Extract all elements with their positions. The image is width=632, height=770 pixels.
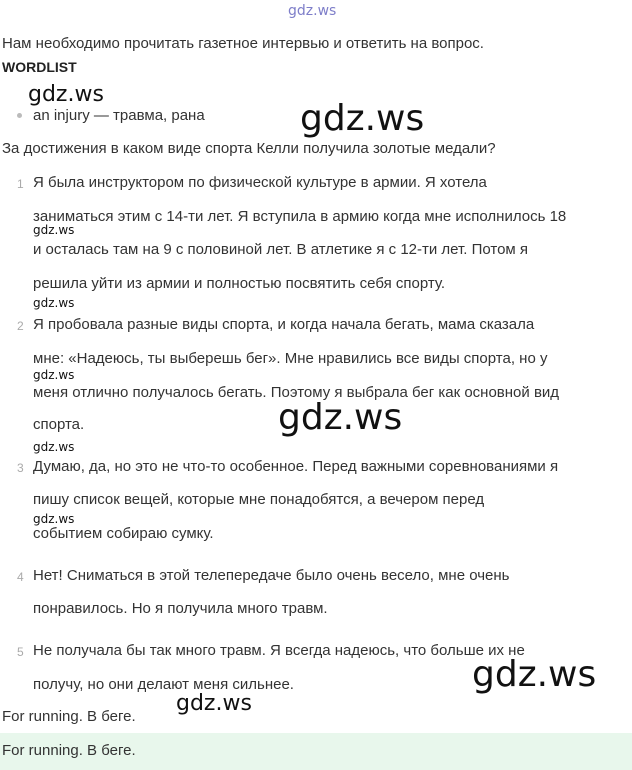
- watermark: gdz.ws: [300, 98, 425, 139]
- watermark: gdz.ws: [33, 512, 75, 526]
- answer-line: Нет! Сниматься в этой телепередаче было очень весело, мне очень: [33, 567, 510, 584]
- answer-line: меня отлично получалось бегать. Поэтому я выбрала бег как основной вид: [33, 384, 560, 401]
- answer-line: Не получала бы так много травм. Я всегда надеюсь, что больше их не: [33, 642, 525, 659]
- answer-line: решила уйти из армии и полностью посвятить себя спорту.: [33, 275, 446, 292]
- bullet-icon: [17, 113, 22, 118]
- final-answer: For running. В беге.: [2, 708, 136, 725]
- answer-line: понравилось. Но я получила много травм.: [33, 600, 328, 617]
- highlighted-answer: For running. В беге.: [2, 742, 136, 759]
- answer-number: 1: [17, 177, 24, 191]
- answer-line: событием собираю сумку.: [33, 525, 214, 542]
- wordlist-heading: WORDLIST: [2, 59, 77, 75]
- highlighted-answer-box: [0, 733, 632, 770]
- task-instruction: Нам необходимо прочитать газетное интервью и ответить на вопрос.: [2, 35, 484, 52]
- top-watermark: gdz.ws: [288, 3, 337, 19]
- watermark: gdz.ws: [33, 440, 75, 454]
- watermark: gdz.ws: [278, 397, 403, 438]
- question-text: За достижения в каком виде спорта Келли получила золотые медали?: [2, 140, 496, 157]
- answer-line: Думаю, да, но это не что-то особенное. Перед важными соревнованиями я: [33, 458, 559, 475]
- watermark: gdz.ws: [28, 82, 104, 107]
- answer-line: мне: «Надеюсь, ты выберешь бег». Мне нравились все виды спорта, но у: [33, 350, 548, 367]
- answer-line: и осталась там на 9 с половиной лет. В атлетике я с 12-ти лет. Потом я: [33, 241, 529, 258]
- answer-line: Я была инструктором по физической культуре в армии. Я хотела: [33, 174, 487, 191]
- answer-line: спорта.: [33, 416, 85, 433]
- answer-number: 2: [17, 319, 24, 333]
- answer-line: заниматься этим с 14-ти лет. Я вступила в армию когда мне исполнилось 18: [33, 208, 567, 225]
- watermark: gdz.ws: [33, 368, 75, 382]
- watermark: gdz.ws: [33, 296, 75, 310]
- watermark: gdz.ws: [472, 654, 597, 695]
- answer-line: пишу список вещей, которые мне понадобятся, а вечером перед: [33, 491, 485, 508]
- wordlist-item: an injury — травма, рана: [33, 107, 205, 124]
- answer-number: 3: [17, 461, 24, 475]
- answer-line: Я пробовала разные виды спорта, и когда начала бегать, мама сказала: [33, 316, 535, 333]
- answer-number: 5: [17, 645, 24, 659]
- watermark: gdz.ws: [33, 223, 75, 237]
- watermark: gdz.ws: [176, 691, 252, 716]
- answer-number: 4: [17, 570, 24, 584]
- answer-line: получу, но они делают меня сильнее.: [33, 676, 294, 693]
